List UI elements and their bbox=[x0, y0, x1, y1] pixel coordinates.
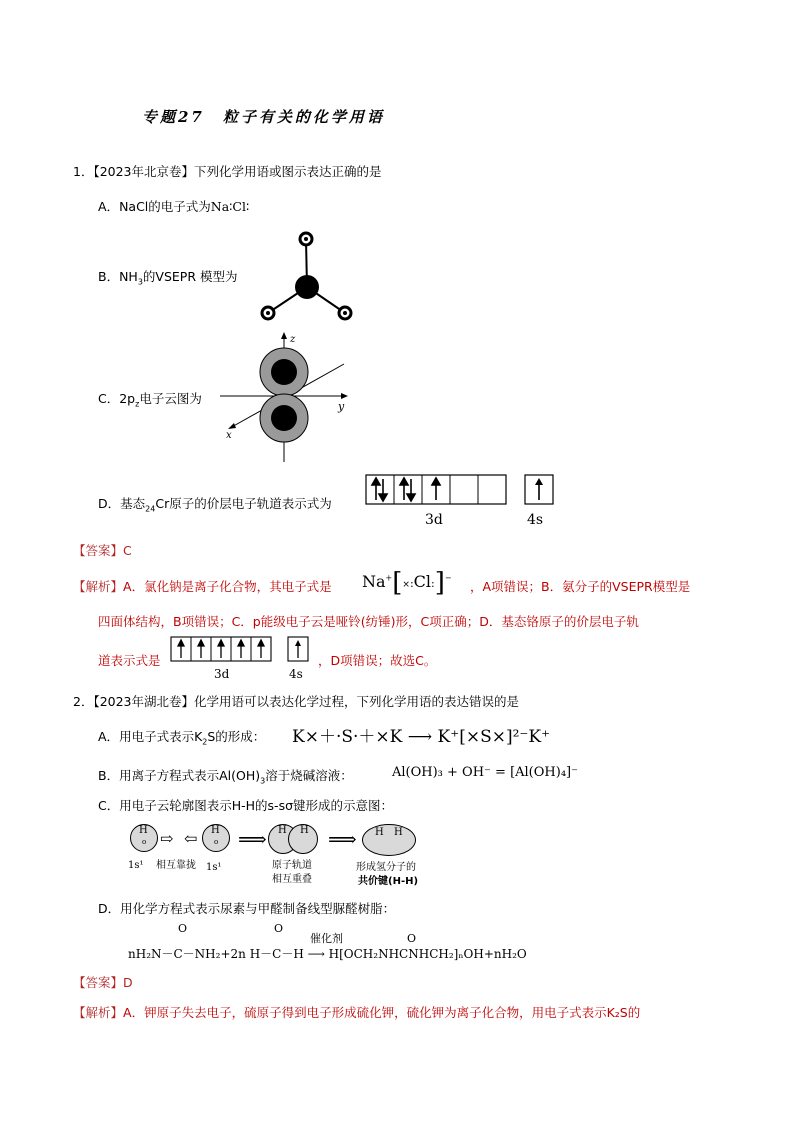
subscript: 3 bbox=[137, 277, 143, 287]
analysis-text: A．钾原子失去电子，硫原子得到电子形成硫化钾，硫化钾为离子化合物，用电子式表示K₂S的 bbox=[123, 1005, 641, 1020]
orbital-diagram-correct bbox=[170, 636, 315, 682]
sigma-bond-diagram: H o ⇨ ⇦ H o 1s¹ 相互靠拢 1s¹ ⟹ H H 原子轨道 相互重叠 ⟹ H H 形成氢分子的 共价键(H-H) bbox=[128, 825, 419, 887]
option-text: 用电子式表示K bbox=[119, 729, 203, 744]
option-b bbox=[98, 766, 353, 786]
arrow-left-icon: ⇦ bbox=[184, 829, 198, 848]
option-text: 用化学方程式表示尿素与甲醛制备线型脲醛树脂： bbox=[120, 901, 396, 916]
analysis-2-line-1 bbox=[73, 1003, 640, 1021]
nacl-electron-formula: Na+[×:Cl:]− bbox=[362, 568, 452, 598]
s1-label: 1s¹ bbox=[206, 862, 222, 873]
analysis-1-line-1 bbox=[73, 577, 332, 595]
question-source-tag: 【2023年湖北卷】 bbox=[93, 694, 195, 709]
option-label: B． bbox=[98, 768, 120, 783]
answer-value: C bbox=[123, 543, 132, 558]
page-title: 专题27 粒子有关的化学用语 bbox=[142, 108, 385, 126]
option-text: 基态 bbox=[120, 496, 146, 511]
option-label: D． bbox=[98, 901, 121, 916]
label-4s: 4s bbox=[527, 512, 544, 528]
electron-cloud-diagram bbox=[220, 330, 360, 465]
answer-2 bbox=[73, 973, 133, 991]
h-label: H bbox=[211, 825, 220, 836]
axis-y-label: y bbox=[338, 400, 345, 413]
option-label: D． bbox=[98, 496, 121, 511]
arrow-right-icon: ⟹ bbox=[328, 827, 357, 851]
bond-label: 共价键(H-H) bbox=[358, 876, 419, 887]
axis-z-label: z bbox=[290, 334, 296, 345]
option-label: B． bbox=[98, 269, 120, 284]
question-number: 2． bbox=[73, 694, 94, 709]
option-d bbox=[98, 494, 332, 514]
axis-x-label: x bbox=[226, 430, 232, 441]
option-text: 用电子云轮廓图表示H-H的s-sσ键形成的示意图： bbox=[119, 798, 394, 813]
analysis-1-line-3b: ，D项错误；故选C。 bbox=[318, 653, 437, 668]
h-label: H bbox=[139, 825, 148, 836]
approach-label: 相互靠拢 bbox=[156, 860, 196, 871]
question-text: 化学用语可以表达化学过程，下列化学用语的表达错误的是 bbox=[194, 694, 520, 709]
arrow-right-icon: ⟹ bbox=[238, 827, 267, 851]
bond-label: 形成氢分子的 bbox=[356, 862, 416, 873]
option-text: NaCl的电子式为 bbox=[119, 199, 211, 214]
analysis-text: A．氯化钠是离子化合物，其电子式是 bbox=[123, 579, 332, 594]
option-text: 原子的价层电子轨道表示式为 bbox=[169, 496, 332, 511]
question-source-tag: 【2023年北京卷】 bbox=[93, 164, 195, 179]
overlap-label: 相互重叠 bbox=[272, 874, 312, 885]
question-2-stem bbox=[73, 692, 519, 710]
subscript: 3 bbox=[260, 776, 266, 786]
option-c bbox=[98, 389, 202, 409]
ionic-equation: Al(OH)₃ + OH⁻ = [Al(OH)₄]⁻ bbox=[392, 765, 578, 780]
catalyst-label: 催化剂 bbox=[310, 932, 343, 945]
option-label: C． bbox=[98, 391, 120, 406]
option-a bbox=[98, 197, 249, 215]
question-number: 1． bbox=[73, 164, 94, 179]
subscript: z bbox=[135, 399, 140, 409]
overlap-label: 原子轨道 bbox=[272, 860, 312, 871]
analysis-tag: 【解析】 bbox=[73, 579, 124, 594]
option-c bbox=[98, 796, 393, 814]
answer-value: D bbox=[123, 975, 133, 990]
answer-tag: 【答案】 bbox=[73, 975, 124, 990]
vsepr-model-diagram bbox=[250, 225, 360, 325]
h2-orbital bbox=[362, 824, 416, 856]
analysis-1-line-2: 四面体结构，B项错误；C．p能级电子云是哑铃(纺锤)形，C项正确；D．基态铬原子的价层电子轨 bbox=[98, 614, 639, 629]
nacl-formula: Na∶Cl∶ bbox=[210, 199, 250, 214]
carbonyl-o: O bbox=[274, 922, 284, 935]
option-text: 电子云图为 bbox=[139, 391, 202, 406]
h-label: H bbox=[300, 825, 309, 836]
atomic-number: 24 bbox=[145, 504, 156, 514]
element-symbol: Cr bbox=[155, 496, 170, 511]
h-label: H bbox=[394, 827, 403, 838]
option-label: A． bbox=[98, 729, 120, 744]
option-text: NH bbox=[119, 269, 138, 284]
label-3d: 3d bbox=[214, 667, 230, 681]
option-text: 的VSEPR 模型为 bbox=[142, 269, 238, 284]
label-4s: 4s bbox=[289, 667, 303, 681]
option-d bbox=[98, 899, 395, 917]
option-text: 2p bbox=[119, 391, 136, 406]
answer-1 bbox=[73, 541, 132, 559]
s1-label: 1s¹ bbox=[128, 860, 144, 871]
question-1-stem bbox=[73, 162, 382, 180]
analysis-tag: 【解析】 bbox=[73, 1005, 124, 1020]
urea-formaldehyde-equation: nH₂N－C－NH₂+2n H－C－H ⟶ H[OCH₂NHCNHCH₂]ₙOH+nH₂O bbox=[128, 947, 527, 961]
cl-symbol: Cl bbox=[413, 572, 432, 591]
option-text: S的形成： bbox=[207, 729, 266, 744]
carbonyl-o: O bbox=[407, 932, 417, 945]
h-label: H bbox=[278, 825, 287, 836]
analysis-1-line-1b: ，A项错误；B．氨分子的VSEPR模型是 bbox=[470, 579, 691, 594]
question-text: 下列化学用语或图示表达正确的是 bbox=[194, 164, 382, 179]
na-symbol: Na bbox=[362, 572, 386, 591]
option-text: 用离子方程式表示Al(OH) bbox=[119, 768, 261, 783]
option-label: C． bbox=[98, 798, 120, 813]
option-b bbox=[98, 267, 238, 287]
k2s-formation-equation: K×＋·S·＋×K ⟶ K⁺[×S×]²⁻K⁺ bbox=[292, 727, 551, 747]
option-label: A． bbox=[98, 199, 120, 214]
orbital-diagram-d bbox=[365, 474, 560, 530]
subscript: 2 bbox=[202, 737, 208, 747]
arrow-right-icon: ⇨ bbox=[160, 829, 174, 848]
answer-tag: 【答案】 bbox=[73, 543, 124, 558]
option-a bbox=[98, 727, 265, 747]
carbonyl-o: O bbox=[178, 922, 188, 935]
analysis-1-line-3a: 道表示式是 bbox=[98, 653, 161, 668]
label-3d: 3d bbox=[425, 512, 443, 528]
h-label: H bbox=[375, 827, 384, 838]
option-text: 溶于烧碱溶液： bbox=[265, 768, 353, 783]
